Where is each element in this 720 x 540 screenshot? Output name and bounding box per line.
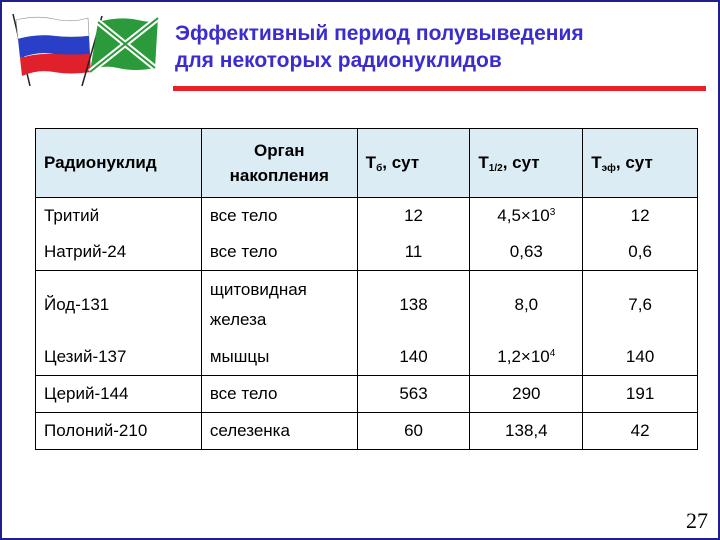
- cell-thalf-base: 8,0: [514, 295, 539, 314]
- cell-teff: 7,6: [583, 271, 698, 340]
- header-teff-unit: , сут: [615, 152, 653, 172]
- cell-tb: 60: [357, 413, 470, 450]
- cell-thalf-exp: 4: [549, 348, 556, 359]
- cell-nuclide: Полоний-210: [36, 413, 202, 450]
- radionuclide-table: [35, 128, 698, 450]
- cell-organ-line-1: щитовидная: [209, 280, 307, 299]
- cell-teff: 0,6: [583, 234, 698, 271]
- cell-organ: все тело: [201, 234, 357, 271]
- cell-tb: 140: [357, 339, 470, 376]
- cell-organ: все тело: [201, 198, 357, 235]
- cell-teff: 140: [583, 339, 698, 376]
- header-teff-sub: эф: [601, 162, 616, 174]
- title-line-2: для некоторых радионуклидов: [175, 49, 502, 72]
- header-thalf-sub: 1/2: [488, 162, 503, 174]
- russian-flag-icon: [13, 14, 91, 86]
- cell-thalf-base: 138,4: [505, 421, 548, 440]
- cell-tb: 12: [357, 198, 470, 235]
- green-flag-icon: [82, 16, 158, 86]
- title-line-1: Эффективный период полувыведения: [175, 22, 584, 45]
- cell-nuclide: Тритий: [36, 198, 202, 235]
- cell-organ: мышцы: [201, 339, 357, 376]
- header-thalf-unit: , сут: [502, 152, 540, 172]
- cell-thalf: [470, 234, 583, 271]
- cell-teff: 12: [583, 198, 698, 235]
- table-header-row: [36, 129, 698, 198]
- header-tb: [357, 129, 470, 198]
- header-thalf: [470, 129, 583, 198]
- table-row: [36, 413, 698, 450]
- cell-tb: 138: [357, 271, 470, 340]
- cell-tb: 563: [357, 376, 470, 413]
- table-row: [36, 234, 698, 271]
- cell-nuclide: Натрий-24: [36, 234, 202, 271]
- header-tb-main: Т: [365, 152, 377, 172]
- header-thalf-main: Т: [478, 152, 489, 172]
- cell-organ: [201, 271, 357, 340]
- cell-organ: все тело: [201, 376, 357, 413]
- header-tb-sub: б: [376, 162, 383, 174]
- header-tb-unit: , сут: [382, 152, 420, 172]
- cell-organ-line-2: железа: [209, 310, 267, 329]
- slide-title: [175, 20, 695, 74]
- cell-teff: 191: [583, 376, 698, 413]
- cell-nuclide: Йод-131: [36, 271, 202, 340]
- cell-thalf: [470, 271, 583, 340]
- header-organ-line-2: накопления: [229, 166, 329, 185]
- cell-teff: 42: [583, 413, 698, 450]
- table-row: [36, 198, 698, 235]
- page-number: 27: [686, 508, 708, 533]
- cell-thalf: [470, 413, 583, 450]
- header-organ-line-1: Орган: [254, 141, 305, 160]
- header-teff-main: Т: [591, 152, 602, 172]
- table-row: [36, 339, 698, 376]
- cell-thalf-base: 4,5×10: [497, 206, 550, 225]
- cell-thalf: [470, 339, 583, 376]
- header-organ: [201, 129, 357, 198]
- cell-thalf-base: 0,63: [509, 242, 543, 261]
- title-underline: [173, 86, 706, 91]
- cell-organ: селезенка: [201, 413, 357, 450]
- cell-thalf-base: 1,2×10: [497, 347, 550, 366]
- cell-tb: 11: [357, 234, 470, 271]
- cell-thalf-exp: 3: [549, 207, 556, 218]
- cell-thalf: [470, 376, 583, 413]
- flags: [10, 12, 160, 88]
- table-row: [36, 376, 698, 413]
- cell-nuclide: Цезий-137: [36, 339, 202, 376]
- header-nuclide: Радионуклид: [36, 129, 202, 198]
- cell-thalf: [470, 198, 583, 235]
- cell-nuclide: Церий-144: [36, 376, 202, 413]
- header-teff: [583, 129, 698, 198]
- cell-thalf-base: 290: [512, 384, 541, 403]
- table-row: [36, 271, 698, 340]
